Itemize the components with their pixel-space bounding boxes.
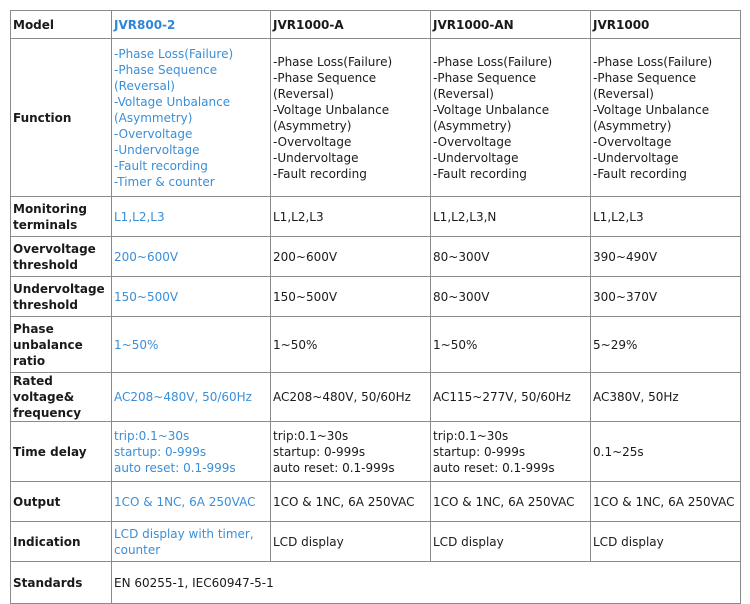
row-label-time-delay: Time delay: [11, 422, 112, 482]
cell-delay-jvr800-2: trip:0.1~30s startup: 0-999s auto reset: 0.1-999s: [112, 422, 271, 482]
cell-undervoltage-jvr1000-a: 150~500V: [271, 277, 431, 317]
cell-unbalance-jvr1000: 5~29%: [591, 317, 741, 373]
cell-function-jvr1000-an: -Phase Loss(Failure) -Phase Sequence (Reversal) -Voltage Unbalance (Asymmetry) -Overvoltage -Undervoltage -Fault recording: [431, 39, 591, 197]
cell-delay-jvr1000-a: trip:0.1~30s startup: 0-999s auto reset: 0.1-999s: [271, 422, 431, 482]
header-label: Model: [11, 11, 112, 39]
model-jvr800-2: JVR800-2: [112, 11, 271, 39]
row-label-function: Function: [11, 39, 112, 197]
header-row: [11, 11, 741, 39]
cell-unbalance-jvr1000-an: 1~50%: [431, 317, 591, 373]
cell-output-jvr1000-an: 1CO & 1NC, 6A 250VAC: [431, 482, 591, 522]
cell-rated-jvr1000-an: AC115~277V, 50/60Hz: [431, 373, 591, 422]
cell-indication-jvr1000: LCD display: [591, 522, 741, 562]
cell-unbalance-jvr800-2: 1~50%: [112, 317, 271, 373]
cell-delay-jvr1000-an: trip:0.1~30s startup: 0-999s auto reset: 0.1-999s: [431, 422, 591, 482]
row-label-indication: Indication: [11, 522, 112, 562]
cell-terminals-jvr1000: L1,L2,L3: [591, 197, 741, 237]
cell-undervoltage-jvr1000-an: 80~300V: [431, 277, 591, 317]
table-row-undervoltage: [11, 277, 741, 317]
table-row-function: [11, 39, 741, 197]
cell-terminals-jvr1000-an: L1,L2,L3,N: [431, 197, 591, 237]
cell-rated-jvr1000: AC380V, 50Hz: [591, 373, 741, 422]
table-row-rated-voltage: [11, 373, 741, 422]
cell-function-jvr1000: -Phase Loss(Failure) -Phase Sequence (Reversal) -Voltage Unbalance (Asymmetry) -Overvoltage -Undervoltage -Fault recording: [591, 39, 741, 197]
cell-indication-jvr1000-a: LCD display: [271, 522, 431, 562]
cell-rated-jvr1000-a: AC208~480V, 50/60Hz: [271, 373, 431, 422]
cell-overvoltage-jvr1000-an: 80~300V: [431, 237, 591, 277]
cell-output-jvr1000: 1CO & 1NC, 6A 250VAC: [591, 482, 741, 522]
row-label-standards: Standards: [11, 562, 112, 604]
model-jvr1000-a: JVR1000-A: [271, 11, 431, 39]
cell-unbalance-jvr1000-a: 1~50%: [271, 317, 431, 373]
cell-standards-value: EN 60255-1, IEC60947-5-1: [112, 562, 741, 604]
spec-comparison-table: [10, 10, 741, 604]
table-row-overvoltage: [11, 237, 741, 277]
cell-indication-jvr800-2: LCD display with timer, counter: [112, 522, 271, 562]
model-jvr1000-an: JVR1000-AN: [431, 11, 591, 39]
cell-delay-jvr1000: 0.1~25s: [591, 422, 741, 482]
cell-indication-jvr1000-an: LCD display: [431, 522, 591, 562]
cell-rated-jvr800-2: AC208~480V, 50/60Hz: [112, 373, 271, 422]
table-row-indication: [11, 522, 741, 562]
cell-overvoltage-jvr1000: 390~490V: [591, 237, 741, 277]
row-label-monitoring-terminals: Monitoring terminals: [11, 197, 112, 237]
row-label-output: Output: [11, 482, 112, 522]
cell-function-jvr1000-a: -Phase Loss(Failure) -Phase Sequence (Reversal) -Voltage Unbalance (Asymmetry) -Overvoltage -Undervoltage -Fault recording: [271, 39, 431, 197]
table-row-standards: [11, 562, 741, 604]
cell-undervoltage-jvr800-2: 150~500V: [112, 277, 271, 317]
table-row-phase-unbalance: [11, 317, 741, 373]
cell-undervoltage-jvr1000: 300~370V: [591, 277, 741, 317]
cell-output-jvr1000-a: 1CO & 1NC, 6A 250VAC: [271, 482, 431, 522]
row-label-overvoltage: Overvoltage threshold: [11, 237, 112, 277]
cell-function-jvr800-2: -Phase Loss(Failure) -Phase Sequence (Reversal) -Voltage Unbalance (Asymmetry) -Overvoltage -Undervoltage -Fault recording -Timer & counter: [112, 39, 271, 197]
table-row-monitoring-terminals: [11, 197, 741, 237]
model-jvr1000: JVR1000: [591, 11, 741, 39]
cell-output-jvr800-2: 1CO & 1NC, 6A 250VAC: [112, 482, 271, 522]
cell-terminals-jvr800-2: L1,L2,L3: [112, 197, 271, 237]
table-row-output: [11, 482, 741, 522]
table-row-time-delay: [11, 422, 741, 482]
row-label-undervoltage: Undervoltage threshold: [11, 277, 112, 317]
row-label-rated-voltage: Rated voltage& frequency: [11, 373, 112, 422]
cell-overvoltage-jvr800-2: 200~600V: [112, 237, 271, 277]
cell-overvoltage-jvr1000-a: 200~600V: [271, 237, 431, 277]
cell-terminals-jvr1000-a: L1,L2,L3: [271, 197, 431, 237]
row-label-phase-unbalance: Phase unbalance ratio: [11, 317, 112, 373]
